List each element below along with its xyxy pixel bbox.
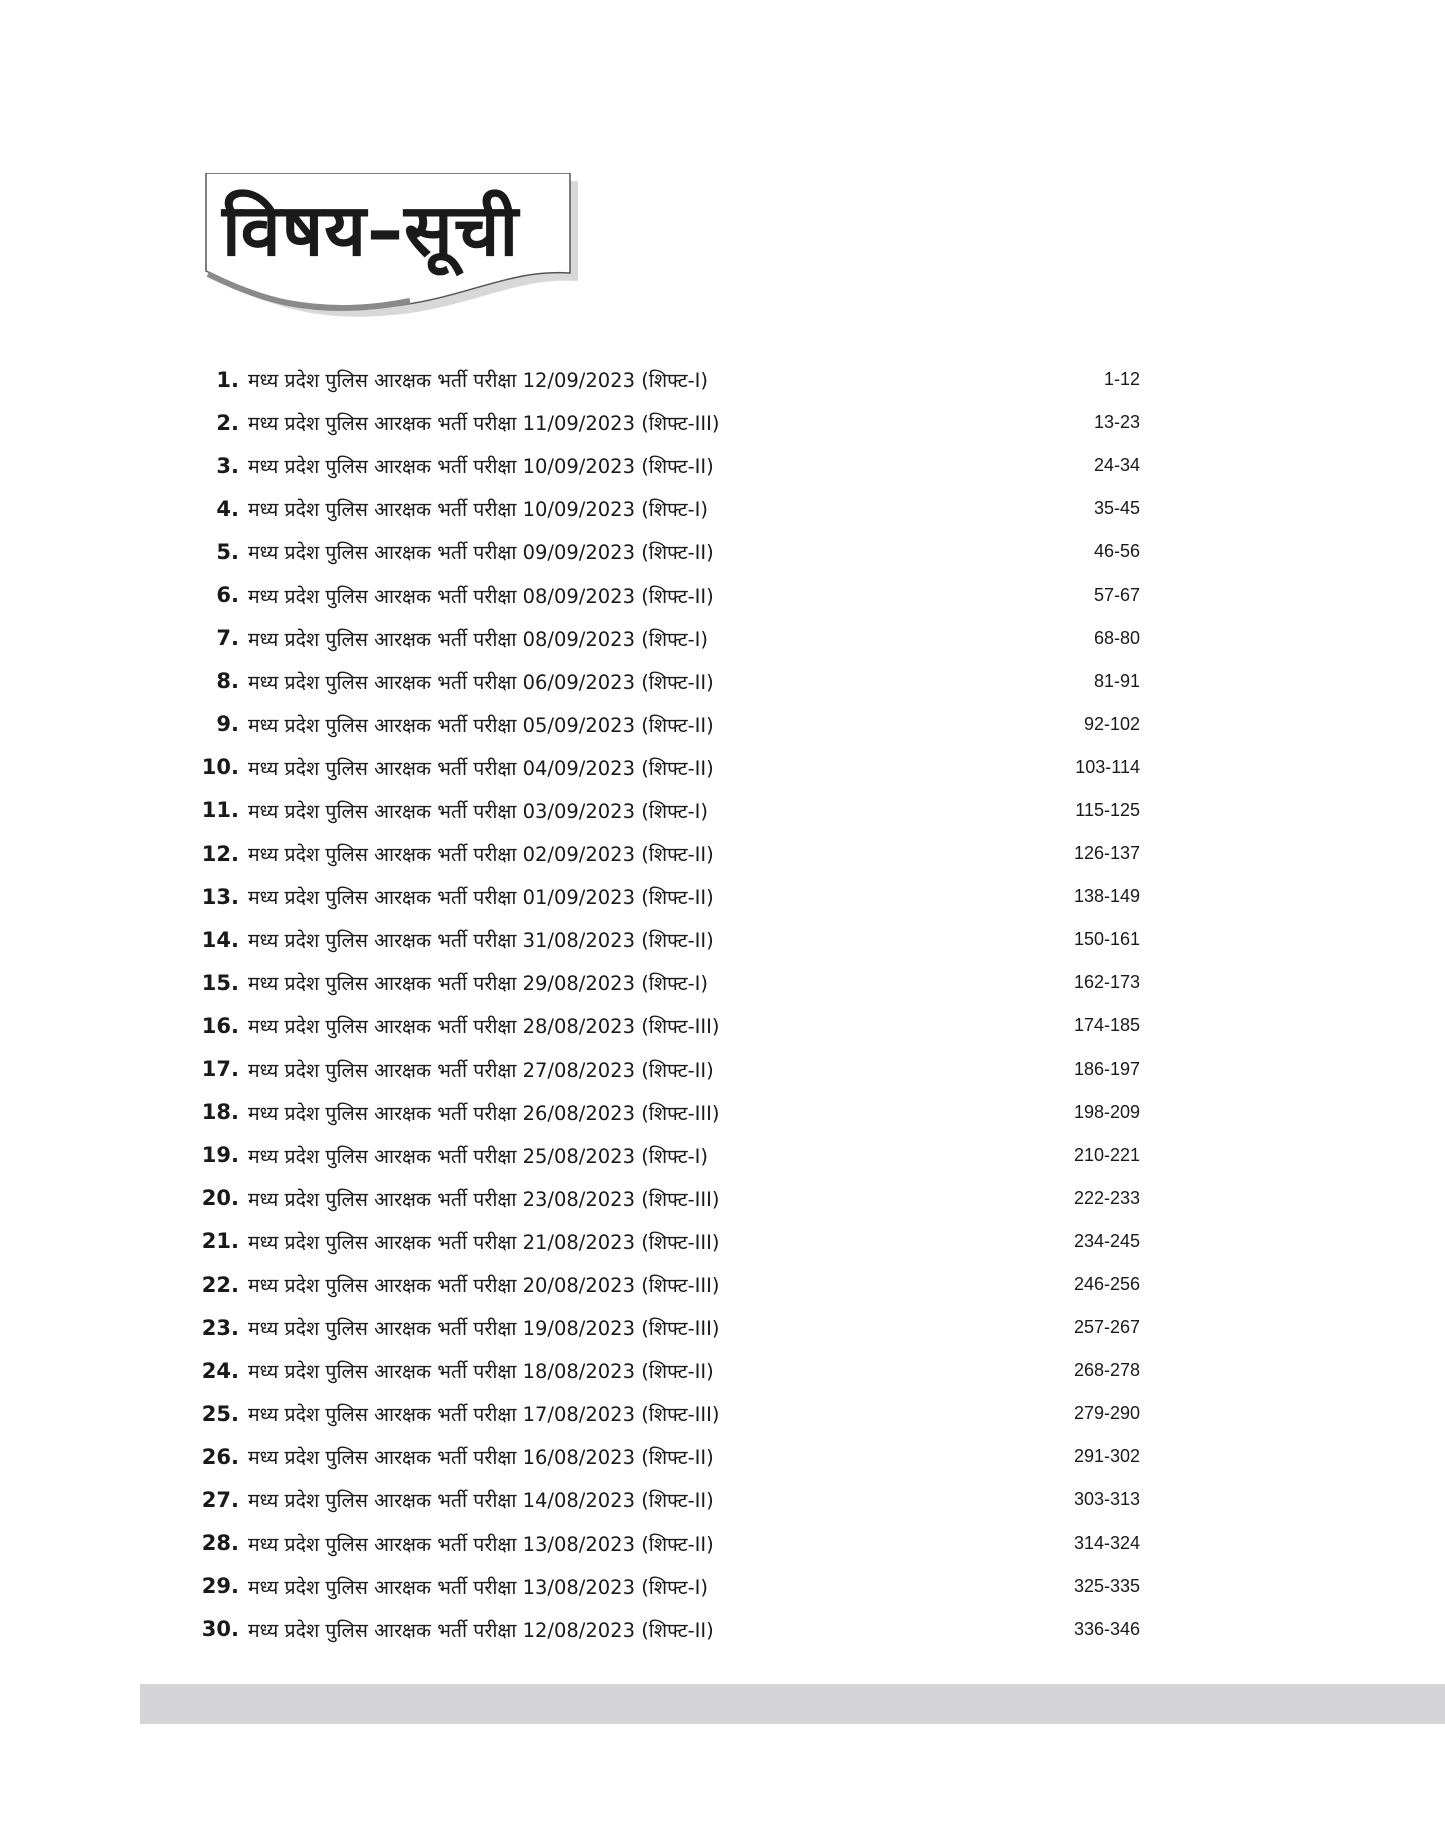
toc-entry-title: मध्य प्रदेश पुलिस आरक्षक भर्ती परीक्षा 02/09/2023 (शिफ्ट-II) — [248, 843, 714, 867]
toc-entry-pages: 68-80 — [1093, 627, 1140, 648]
toc-entry — [190, 401, 1140, 444]
toc-entry-pages: 279-290 — [1073, 1403, 1140, 1424]
toc-entry-pages: 1-12 — [1103, 369, 1140, 390]
toc-entry-pages: 186-197 — [1073, 1058, 1140, 1079]
toc-entry-number: 26. — [201, 1444, 239, 1469]
toc-entry-title: मध्य प्रदेश पुलिस आरक्षक भर्ती परीक्षा 05/09/2023 (शिफ्ट-II) — [248, 713, 714, 737]
toc-entry — [190, 961, 1140, 1004]
toc-entry — [190, 617, 1140, 660]
toc-entry-pages: 314-324 — [1073, 1532, 1140, 1553]
toc-entry-title: मध्य प्रदेश पुलिस आरक्षक भर्ती परीक्षा 03/09/2023 (शिफ्ट-I) — [248, 799, 709, 823]
toc-entry-pages: 198-209 — [1073, 1101, 1140, 1122]
toc-entry-pages: 303-313 — [1073, 1489, 1140, 1510]
toc-entry-title: मध्य प्रदेश पुलिस आरक्षक भर्ती परीक्षा 27/08/2023 (शिफ्ट-II) — [248, 1058, 714, 1082]
toc-entry — [190, 1565, 1140, 1608]
toc-entry — [190, 1392, 1140, 1435]
toc-entry — [190, 1220, 1140, 1263]
toc-entry-title: मध्य प्रदेश पुलिस आरक्षक भर्ती परीक्षा 01/09/2023 (शिफ्ट-II) — [248, 886, 714, 910]
toc-entry — [190, 1435, 1140, 1478]
toc-entry-title: मध्य प्रदेश पुलिस आरक्षक भर्ती परीक्षा 16/08/2023 (शिफ्ट-II) — [248, 1446, 714, 1470]
toc-entry-pages: 92-102 — [1083, 713, 1140, 734]
toc-entry — [190, 875, 1140, 918]
toc-entry — [190, 832, 1140, 875]
toc-entry-title: मध्य प्रदेश पुलिस आरक्षक भर्ती परीक्षा 26/08/2023 (शिफ्ट-III) — [248, 1101, 720, 1125]
toc-entry-number: 28. — [201, 1531, 239, 1556]
toc-entry — [190, 530, 1140, 573]
footer-bar — [140, 1684, 1445, 1724]
toc-entry-pages: 57-67 — [1093, 584, 1140, 605]
toc-entry-title: मध्य प्रदेश पुलिस आरक्षक भर्ती परीक्षा 28/08/2023 (शिफ्ट-III) — [248, 1015, 720, 1039]
toc-entry-title: मध्य प्रदेश पुलिस आरक्षक भर्ती परीक्षा 29/08/2023 (शिफ्ट-I) — [248, 972, 709, 996]
toc-entry — [190, 1349, 1140, 1392]
toc-entry-number: 5. — [216, 539, 239, 564]
toc-entry-pages: 268-278 — [1073, 1360, 1140, 1381]
toc-entry — [190, 1522, 1140, 1565]
toc-entry-number: 19. — [201, 1143, 239, 1168]
toc-entry-title: मध्य प्रदेश पुलिस आरक्षक भर्ती परीक्षा 08/09/2023 (शिफ्ट-I) — [248, 627, 709, 651]
toc-entry-number: 14. — [201, 927, 239, 952]
toc-entry-title: मध्य प्रदेश पुलिस आरक्षक भर्ती परीक्षा 04/09/2023 (शिफ्ट-II) — [248, 756, 714, 780]
toc-entry-pages: 325-335 — [1073, 1575, 1140, 1596]
toc-entry — [190, 918, 1140, 961]
toc-entry — [190, 1263, 1140, 1306]
toc-entry-title: मध्य प्रदेश पुलिस आरक्षक भर्ती परीक्षा 23/08/2023 (शिफ्ट-III) — [248, 1187, 720, 1211]
toc-entry-number: 2. — [216, 410, 239, 435]
toc-entry-pages: 46-56 — [1093, 541, 1140, 562]
toc-entry — [190, 1004, 1140, 1047]
toc-entry-number: 29. — [201, 1574, 239, 1599]
toc-entry-pages: 126-137 — [1073, 843, 1140, 864]
toc-entry-number: 7. — [216, 626, 239, 651]
toc-entry-title: मध्य प्रदेश पुलिस आरक्षक भर्ती परीक्षा 11/09/2023 (शिफ्ट-III) — [248, 412, 720, 436]
toc-entry-pages: 246-256 — [1073, 1274, 1140, 1295]
toc-entry-number: 17. — [201, 1057, 239, 1082]
toc-entry-number: 9. — [216, 712, 239, 737]
toc-entry-title: मध्य प्रदेश पुलिस आरक्षक भर्ती परीक्षा 09/09/2023 (शिफ्ट-II) — [248, 541, 714, 565]
toc-entry — [190, 573, 1140, 616]
toc-entry-pages: 162-173 — [1073, 972, 1140, 993]
toc-entry — [190, 660, 1140, 703]
toc-entry — [190, 487, 1140, 530]
toc-entry-pages: 336-346 — [1073, 1618, 1140, 1639]
toc-entry-pages: 222-233 — [1073, 1187, 1140, 1208]
toc-entry-pages: 81-91 — [1093, 670, 1140, 691]
toc-entry — [190, 1608, 1140, 1651]
toc-entry-number: 12. — [201, 841, 239, 866]
toc-entry-title: मध्य प्रदेश पुलिस आरक्षक भर्ती परीक्षा 20/08/2023 (शिफ्ट-III) — [248, 1274, 720, 1298]
toc-entry-pages: 257-267 — [1073, 1317, 1140, 1338]
toc-entry-pages: 174-185 — [1073, 1015, 1140, 1036]
toc-entry-number: 15. — [201, 970, 239, 995]
toc-entry-title: मध्य प्रदेश पुलिस आरक्षक भर्ती परीक्षा 12/09/2023 (शिफ्ट-I) — [248, 369, 709, 393]
toc-entry — [190, 1177, 1140, 1220]
toc-entry-number: 13. — [201, 884, 239, 909]
toc-entry — [190, 703, 1140, 746]
toc-entry — [190, 358, 1140, 401]
toc-entry-pages: 13-23 — [1093, 412, 1140, 433]
toc-entry-number: 1. — [216, 367, 239, 392]
toc-entry-number: 23. — [201, 1315, 239, 1340]
toc-entry-number: 22. — [201, 1272, 239, 1297]
toc-entry-title: मध्य प्रदेश पुलिस आरक्षक भर्ती परीक्षा 13/08/2023 (शिफ्ट-I) — [248, 1575, 709, 1599]
toc-entry-number: 18. — [201, 1100, 239, 1125]
toc-entry-pages: 138-149 — [1073, 886, 1140, 907]
toc-entry-number: 8. — [216, 669, 239, 694]
toc-entry-number: 21. — [201, 1229, 239, 1254]
toc-entry-number: 3. — [216, 453, 239, 478]
toc-entry-title: मध्य प्रदेश पुलिस आरक्षक भर्ती परीक्षा 25/08/2023 (शिफ्ट-I) — [248, 1144, 709, 1168]
toc-entry-title: मध्य प्रदेश पुलिस आरक्षक भर्ती परीक्षा 31/08/2023 (शिफ्ट-II) — [248, 929, 714, 953]
toc-entry-number: 6. — [216, 583, 239, 608]
toc-entry-pages: 24-34 — [1093, 455, 1140, 476]
toc-entry-number: 20. — [201, 1186, 239, 1211]
toc-entry-title: मध्य प्रदेश पुलिस आरक्षक भर्ती परीक्षा 10/09/2023 (शिफ्ट-I) — [248, 498, 709, 522]
toc-entry-number: 25. — [201, 1401, 239, 1426]
toc-entry-title: मध्य प्रदेश पुलिस आरक्षक भर्ती परीक्षा 06/09/2023 (शिफ्ट-II) — [248, 670, 714, 694]
toc-entry-title: मध्य प्रदेश पुलिस आरक्षक भर्ती परीक्षा 08/09/2023 (शिफ्ट-II) — [248, 584, 714, 608]
toc-entry-pages: 234-245 — [1073, 1230, 1140, 1251]
toc-entry-pages: 210-221 — [1073, 1144, 1140, 1165]
page-title: विषय–सूची — [222, 188, 520, 272]
toc-entry-number: 27. — [201, 1487, 239, 1512]
toc-entry — [190, 444, 1140, 487]
toc-entry — [190, 1306, 1140, 1349]
toc-entry-title: मध्य प्रदेश पुलिस आरक्षक भर्ती परीक्षा 18/08/2023 (शिफ्ट-II) — [248, 1360, 714, 1384]
toc-entry-title: मध्य प्रदेश पुलिस आरक्षक भर्ती परीक्षा 14/08/2023 (शिफ्ट-II) — [248, 1489, 714, 1513]
title-banner — [200, 173, 572, 316]
toc-entry — [190, 1478, 1140, 1521]
toc-entry-title: मध्य प्रदेश पुलिस आरक्षक भर्ती परीक्षा 12/08/2023 (शिफ्ट-II) — [248, 1618, 714, 1642]
toc-entry-title: मध्य प्रदेश पुलिस आरक्षक भर्ती परीक्षा 21/08/2023 (शिफ्ट-III) — [248, 1230, 720, 1254]
toc-entry-number: 30. — [201, 1617, 239, 1642]
toc-entry — [190, 1134, 1140, 1177]
toc-entry-pages: 103-114 — [1075, 756, 1140, 777]
toc-entry-pages: 115-125 — [1075, 799, 1140, 820]
toc-entry-number: 16. — [201, 1013, 239, 1038]
toc-entry — [190, 746, 1140, 789]
toc-entry — [190, 1091, 1140, 1134]
toc-entry-title: मध्य प्रदेश पुलिस आरक्षक भर्ती परीक्षा 10/09/2023 (शिफ्ट-II) — [248, 455, 714, 479]
toc-entry-title: मध्य प्रदेश पुलिस आरक्षक भर्ती परीक्षा 19/08/2023 (शिफ्ट-III) — [248, 1317, 720, 1341]
toc-entry-title: मध्य प्रदेश पुलिस आरक्षक भर्ती परीक्षा 17/08/2023 (शिफ्ट-III) — [248, 1403, 720, 1427]
toc-entry-title: मध्य प्रदेश पुलिस आरक्षक भर्ती परीक्षा 13/08/2023 (शिफ्ट-II) — [248, 1532, 714, 1556]
toc-entry — [190, 1048, 1140, 1091]
toc-entry-number: 11. — [201, 798, 239, 823]
toc-entry-pages: 150-161 — [1073, 929, 1140, 950]
toc-entry-pages: 35-45 — [1093, 498, 1140, 519]
table-of-contents — [190, 358, 1140, 1651]
toc-entry-number: 4. — [216, 496, 239, 521]
toc-entry-pages: 291-302 — [1073, 1446, 1140, 1467]
toc-entry-number: 10. — [201, 755, 239, 780]
toc-entry — [190, 789, 1140, 832]
toc-entry-number: 24. — [201, 1358, 239, 1383]
